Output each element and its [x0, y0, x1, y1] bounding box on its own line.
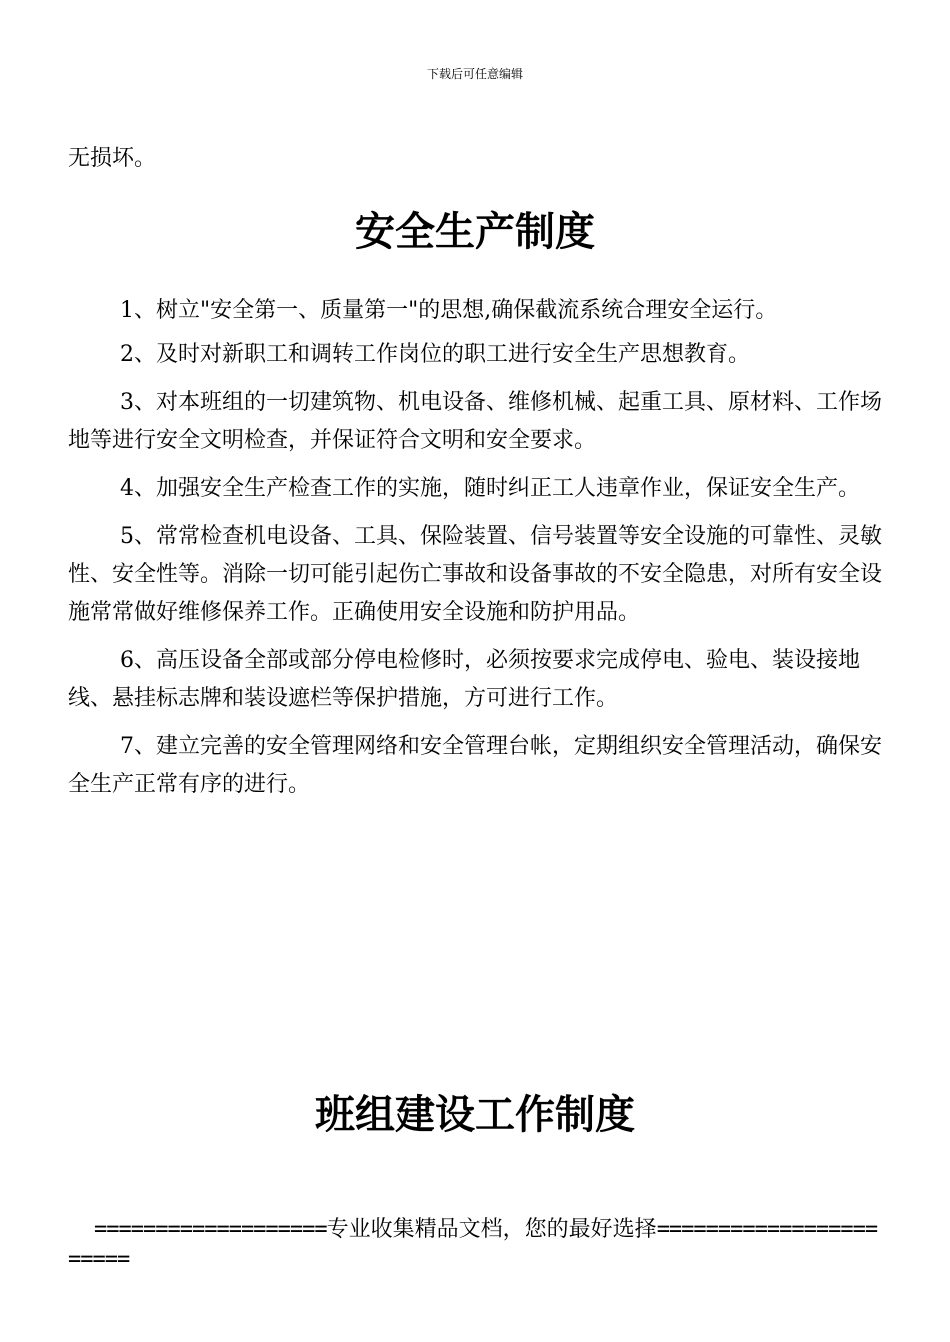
footer-rule-right: ======================= — [68, 1217, 878, 1272]
footer-rule-left: =================== — [94, 1217, 327, 1242]
rule-item-2: 2、及时对新职工和调转工作岗位的职工进行安全生产思想教育。 — [120, 342, 750, 367]
footer-banner — [68, 1215, 888, 1275]
continuation-text: 无损坏。 — [68, 146, 157, 171]
section-title-safety: 安全生产制度 — [355, 209, 595, 255]
rule-item-1: 1、树立"安全第一、质量第一"的思想,确保截流系统合理安全运行。 — [120, 298, 778, 323]
safety-rules-list — [68, 292, 888, 804]
rule-item-4: 4、加强安全生产检查工作的实施，随时纠正工人违章作业，保证安全生产。 — [120, 476, 860, 501]
rule-item-6: 6、高压设备全部或部分停电检修时，必须按要求完成停电、验电、装设接地线、悬挂标志牌和装设遮栏等保护措施，方可进行工作。 — [68, 648, 860, 711]
rule-item-5: 5、常常检查机电设备、工具、保险装置、信号装置等安全设施的可靠性、灵敏性、安全性等。消除一切可能引起伤亡事故和设备事故的不安全隐患，对所有安全设施常常做好维修保养工作。正确使用安全设施和防护用品。 — [68, 524, 883, 625]
footer-text: 专业收集精品文档，您的最好选择 — [326, 1217, 657, 1242]
page-header-note: 下载后可任意编辑 — [426, 67, 523, 81]
rule-item-3: 3、对本班组的一切建筑物、机电设备、维修机械、起重工具、原材料、工作场地等进行安全文明检查，并保证符合文明和安全要求。 — [68, 390, 882, 453]
rule-item-7: 7、建立完善的安全管理网络和安全管理台帐，定期组织安全管理活动，确保安全生产正常有序的进行。 — [68, 734, 882, 797]
section-title-team-building: 班组建设工作制度 — [315, 1092, 635, 1138]
